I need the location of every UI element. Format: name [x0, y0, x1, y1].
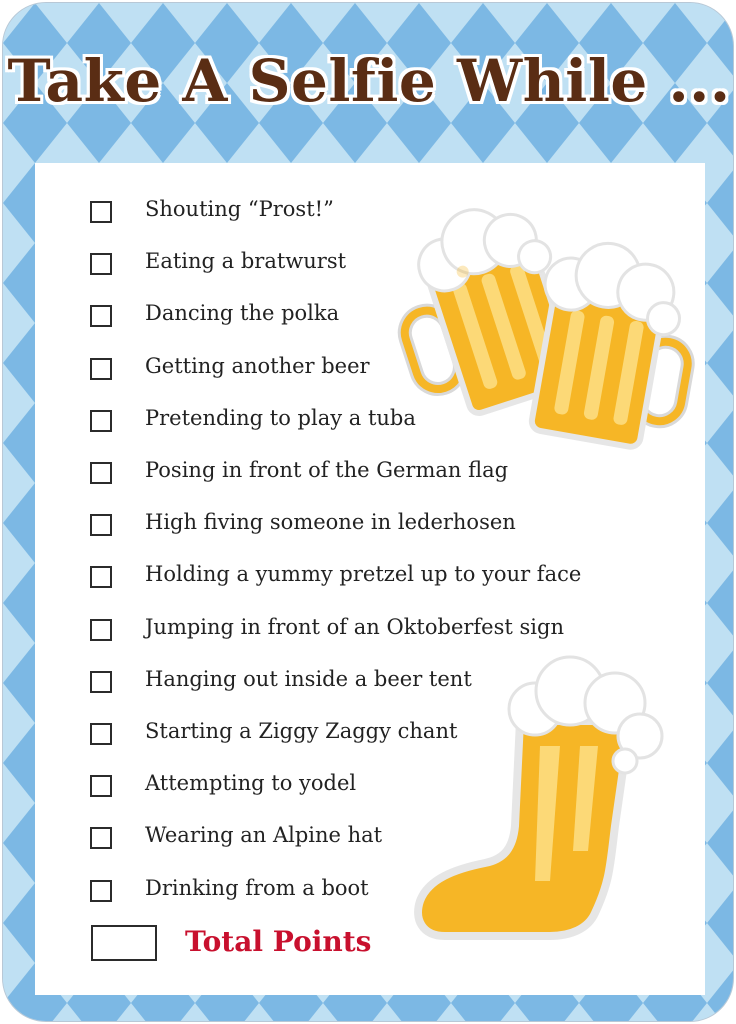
checkbox[interactable] — [90, 253, 112, 275]
checkbox[interactable] — [90, 775, 112, 797]
beer-mugs-icon — [395, 191, 695, 451]
checkbox[interactable] — [90, 880, 112, 902]
checklist-item-label: Dancing the polka — [145, 301, 340, 326]
checklist-item-label: Hanging out inside a beer tent — [145, 666, 472, 691]
checklist-item-label: Holding a yummy pretzel up to your face — [145, 562, 582, 587]
checklist-item[interactable] — [35, 460, 695, 490]
checklist-item-label: Posing in front of the German flag — [145, 458, 509, 482]
page-title: Take A Selfie While ... — [7, 47, 731, 115]
checklist-item-label: Pretending to play a tuba — [145, 405, 416, 430]
checklist-item-label: Getting another beer — [145, 353, 370, 378]
checklist-item[interactable] — [35, 512, 695, 542]
total-points-box[interactable] — [91, 925, 157, 961]
checkbox[interactable] — [90, 305, 112, 327]
checkbox[interactable] — [90, 410, 112, 432]
checklist-item[interactable] — [35, 564, 695, 594]
checklist-item[interactable] — [35, 614, 695, 647]
checkbox[interactable] — [90, 671, 112, 693]
checklist-panel — [35, 163, 705, 995]
checkbox[interactable] — [90, 201, 112, 223]
checklist-item-label: Jumping in front of an Oktoberfest sign — [145, 614, 564, 639]
checkbox[interactable] — [90, 566, 112, 588]
checklist-item-label: Shouting “Prost!” — [145, 197, 334, 221]
checkbox[interactable] — [90, 462, 112, 484]
checklist-card — [2, 2, 734, 1022]
checkbox[interactable] — [90, 619, 112, 641]
checklist-item-label: High fiving someone in lederhosen — [145, 510, 516, 535]
checkbox[interactable] — [90, 358, 112, 380]
beer-boot-icon — [410, 651, 670, 951]
checklist-item-label: Drinking from a boot — [145, 875, 369, 900]
checklist-item-label: Starting a Ziggy Zaggy chant — [145, 719, 458, 743]
checkbox[interactable] — [90, 827, 112, 849]
checklist-item-label: Attempting to yodel — [145, 771, 357, 796]
checklist-item-label: Wearing an Alpine hat — [145, 823, 383, 848]
checkbox[interactable] — [90, 514, 112, 536]
checklist-item-label: Eating a bratwurst — [145, 249, 347, 274]
checkbox[interactable] — [90, 723, 112, 745]
total-points-label: Total Points — [185, 925, 372, 958]
